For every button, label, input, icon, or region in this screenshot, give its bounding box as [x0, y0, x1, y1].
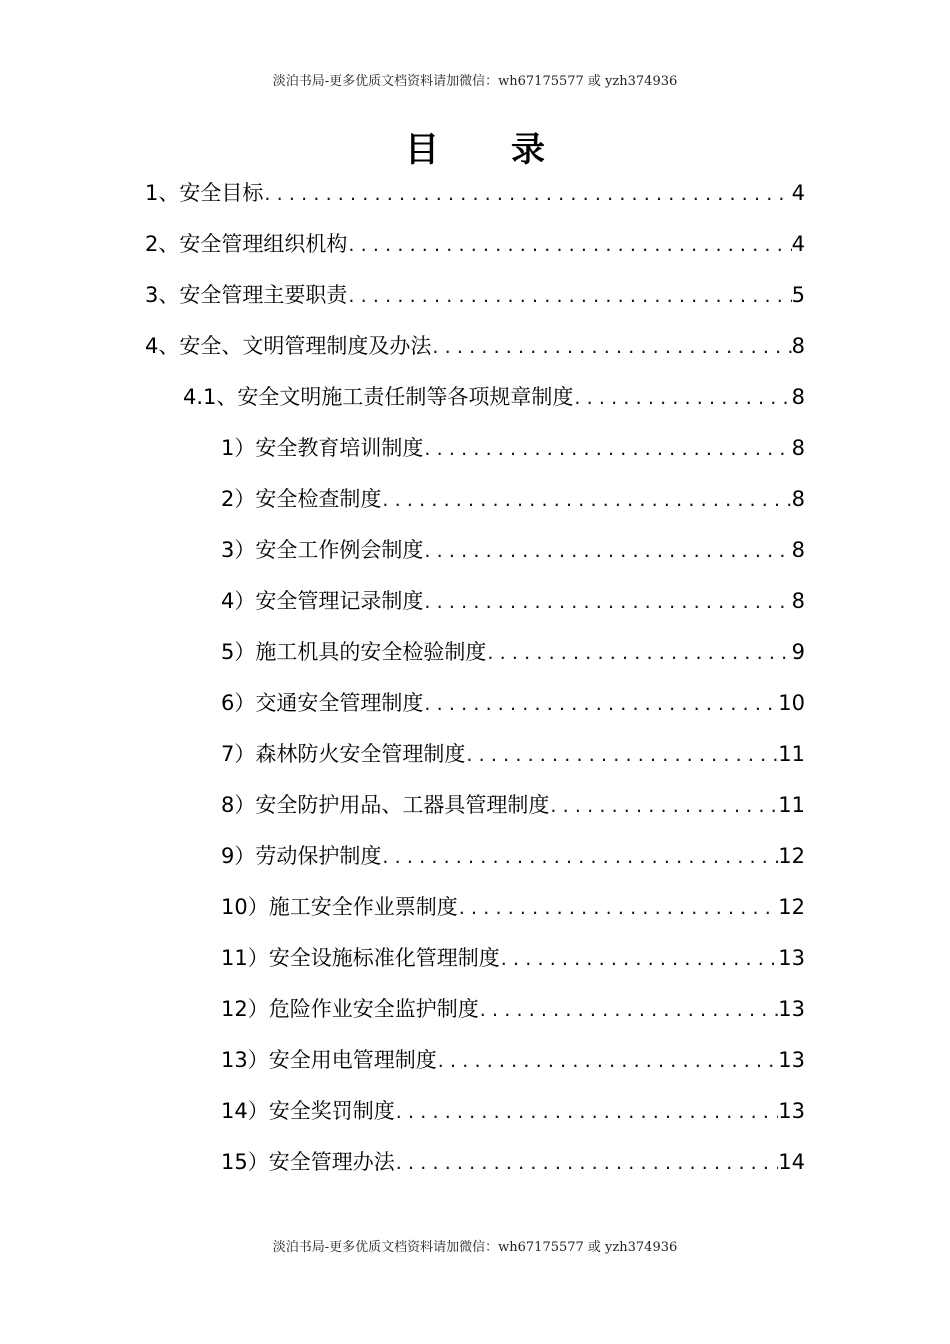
toc-page-number: 12: [778, 895, 805, 919]
table-of-contents: [0, 168, 950, 1188]
toc-dot-leader: [573, 373, 791, 424]
toc-dot-leader: [437, 1036, 779, 1087]
toc-entry-label: 9）劳动保护制度: [221, 844, 382, 868]
toc-entry-label: 14）安全奖罚制度: [221, 1099, 395, 1123]
toc-page-number: 11: [778, 742, 805, 766]
toc-dot-leader: [395, 1138, 779, 1189]
toc-page-number: 13: [778, 946, 805, 970]
toc-page-number: 13: [778, 1048, 805, 1072]
page-header: 淡泊书局-更多优质文档资料请加微信：wh67175577 或 yzh374936: [272, 74, 678, 89]
toc-entry-label: 3）安全工作例会制度: [221, 538, 424, 562]
toc-dot-leader: [423, 679, 778, 730]
toc-entry[interactable]: [145, 270, 805, 321]
page-footer: 淡泊书局-更多优质文档资料请加微信：wh67175577 或 yzh374936: [272, 1240, 678, 1255]
toc-entry[interactable]: [221, 882, 805, 933]
toc-entry-label: 4、安全、文明管理制度及办法: [145, 334, 432, 358]
toc-entry-label: 15）安全管理办法: [221, 1150, 395, 1174]
toc-entry[interactable]: [221, 627, 805, 678]
toc-entry[interactable]: [221, 678, 805, 729]
toc-page-number: 4: [791, 232, 805, 256]
toc-entry[interactable]: [221, 474, 805, 525]
toc-dot-leader: [381, 475, 791, 526]
toc-page-number: 8: [791, 334, 805, 358]
toc-dot-leader: [263, 169, 791, 220]
toc-entry-label: 5）施工机具的安全检验制度: [221, 640, 487, 664]
toc-dot-leader: [465, 730, 778, 781]
toc-entry-label: 7）森林防火安全管理制度: [221, 742, 466, 766]
toc-dot-leader: [479, 985, 779, 1036]
toc-page-number: 10: [778, 691, 805, 715]
toc-entry[interactable]: [183, 372, 805, 423]
toc-entry-label: 3、安全管理主要职责: [145, 283, 348, 307]
toc-dot-leader: [423, 526, 791, 577]
toc-entry-label: 12）危险作业安全监护制度: [221, 997, 479, 1021]
toc-entry[interactable]: [145, 321, 805, 372]
toc-page-number: 8: [791, 385, 805, 409]
toc-page-number: 14: [778, 1150, 805, 1174]
toc-dot-leader: [458, 883, 779, 934]
toc-entry-label: 2）安全检查制度: [221, 487, 382, 511]
toc-page-number: 11: [778, 793, 805, 817]
toc-page-number: 8: [791, 538, 805, 562]
toc-dot-leader: [381, 832, 778, 883]
toc-entry[interactable]: [221, 933, 805, 984]
toc-page-number: 4: [791, 181, 805, 205]
toc-entry-label: 10）施工安全作业票制度: [221, 895, 458, 919]
toc-entry-label: 6）交通安全管理制度: [221, 691, 424, 715]
toc-entry[interactable]: [145, 219, 805, 270]
toc-dot-leader: [347, 220, 791, 271]
toc-entry-label: 11）安全设施标准化管理制度: [221, 946, 500, 970]
toc-page-number: 5: [791, 283, 805, 307]
toc-entry[interactable]: [221, 576, 805, 627]
toc-page-number: 12: [778, 844, 805, 868]
toc-entry-label: 4）安全管理记录制度: [221, 589, 424, 613]
toc-page-number: 8: [791, 487, 805, 511]
toc-entry-label: 2、安全管理组织机构: [145, 232, 348, 256]
toc-entry[interactable]: [221, 1137, 805, 1188]
toc-dot-leader: [347, 271, 791, 322]
toc-entry-label: 1、安全目标: [145, 181, 264, 205]
toc-page-number: 9: [791, 640, 805, 664]
toc-entry[interactable]: [221, 1086, 805, 1137]
toc-dot-leader: [549, 781, 778, 832]
toc-entry[interactable]: [221, 780, 805, 831]
toc-entry[interactable]: [221, 831, 805, 882]
toc-page-number: 13: [778, 997, 805, 1021]
toc-dot-leader: [423, 424, 791, 475]
toc-entry[interactable]: [221, 423, 805, 474]
toc-dot-leader: [500, 934, 779, 985]
toc-entry[interactable]: [145, 168, 805, 219]
toc-page-number: 8: [791, 436, 805, 460]
toc-entry[interactable]: [221, 525, 805, 576]
toc-entry-label: 13）安全用电管理制度: [221, 1048, 437, 1072]
toc-entry-label: 8）安全防护用品、工器具管理制度: [221, 793, 550, 817]
toc-entry[interactable]: [221, 1035, 805, 1086]
toc-dot-leader: [431, 322, 791, 373]
toc-page-number: 13: [778, 1099, 805, 1123]
toc-entry[interactable]: [221, 729, 805, 780]
toc-entry-label: 4.1、安全文明施工责任制等各项规章制度: [183, 385, 574, 409]
toc-entry-label: 1）安全教育培训制度: [221, 436, 424, 460]
toc-entry[interactable]: [221, 984, 805, 1035]
toc-page-number: 8: [791, 589, 805, 613]
toc-dot-leader: [423, 577, 791, 628]
toc-dot-leader: [395, 1087, 779, 1138]
toc-dot-leader: [486, 628, 791, 679]
page-title: 目录: [405, 130, 617, 170]
